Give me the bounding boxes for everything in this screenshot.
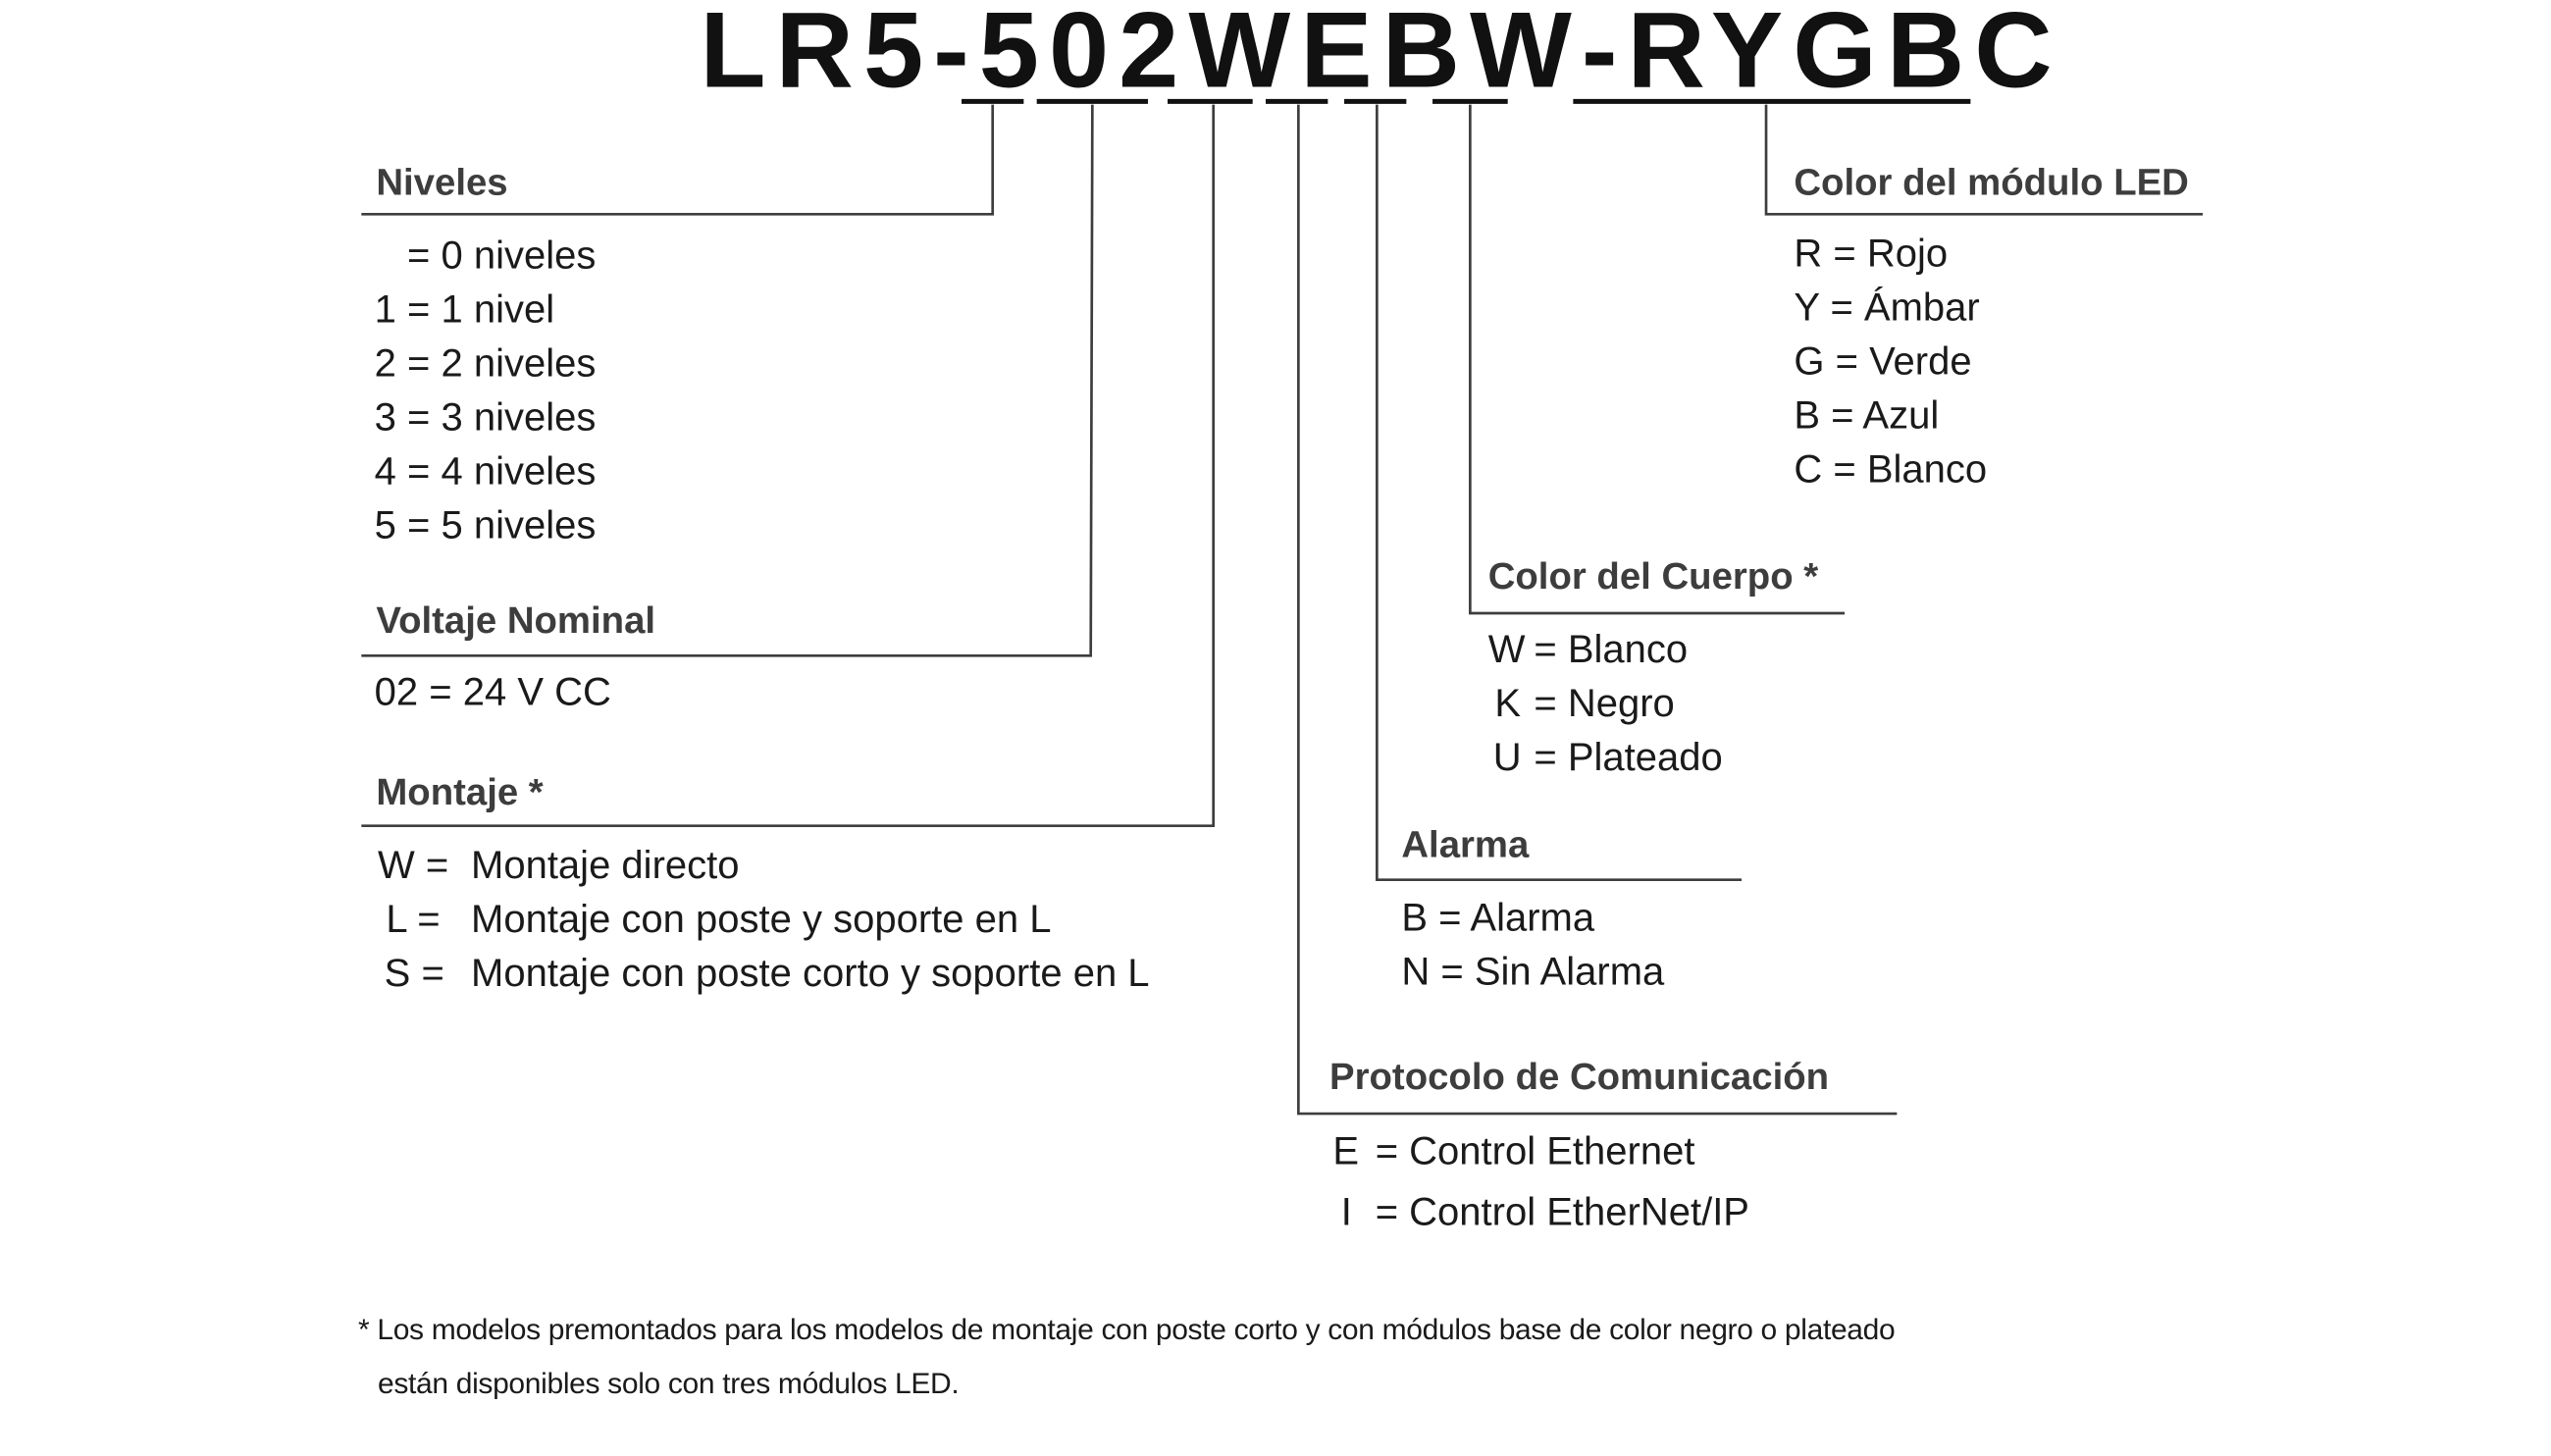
voltage-title: Voltaje Nominal: [376, 598, 656, 642]
mounting-code: L =: [386, 898, 441, 943]
voltage-item: 02 = 24 V CC: [374, 670, 611, 715]
levels-title: Niveles: [376, 160, 508, 203]
code-body-color: W: [1470, 0, 1582, 110]
body-color-desc: = Plateado: [1534, 736, 1723, 781]
footnote-line-1: * Los modelos premontados para los modelos de montaje con poste corto y con módulos base de color negro o plateado: [358, 1313, 1896, 1346]
levels-item: = 0 niveles: [407, 234, 597, 279]
footnote-line-2: están disponibles solo con tres módulos LED.: [378, 1367, 960, 1400]
body-color-desc: = Negro: [1534, 682, 1675, 727]
levels-item: 1 = 1 nivel: [374, 287, 555, 333]
levels-item: 2 = 2 niveles: [374, 341, 597, 387]
code-levels: 5: [978, 0, 1050, 110]
levels-item: 4 = 4 niveles: [374, 449, 597, 494]
mounting-desc: Montaje directo: [471, 844, 740, 889]
alarm-title: Alarma: [1401, 822, 1530, 865]
led-color-item: R = Rojo: [1794, 232, 1949, 277]
protocol-desc: = Control Ethernet: [1375, 1129, 1695, 1174]
led-color-title: Color del módulo LED: [1794, 160, 2189, 203]
protocol-code: E: [1332, 1129, 1360, 1174]
code-protocol: E: [1300, 0, 1382, 110]
protocol-desc: = Control EtherNet/IP: [1375, 1190, 1750, 1235]
protocol-title: Protocolo de Comunicación: [1329, 1055, 1830, 1098]
leader-body-color: [1470, 105, 1845, 613]
code-mounting: W: [1188, 0, 1301, 110]
protocol-code: I: [1340, 1190, 1352, 1235]
mounting-desc: Montaje con poste corto y soporte en L: [471, 952, 1150, 997]
led-color-item: G = Verde: [1794, 339, 1972, 385]
alarm-item: N = Sin Alarma: [1401, 950, 1665, 995]
body-color-code: K: [1494, 682, 1522, 727]
mounting-title: Montaje *: [376, 770, 544, 813]
mounting-code: S =: [384, 952, 444, 997]
alarm-item: B = Alarma: [1401, 896, 1595, 941]
code-voltage: 02: [1049, 0, 1189, 110]
levels-item: 5 = 5 niveles: [374, 503, 597, 548]
code-led-colors: RYGBC: [1627, 0, 2062, 110]
body-color-desc: = Blanco: [1534, 628, 1689, 673]
mounting-desc: Montaje con poste y soporte en L: [471, 898, 1052, 943]
code-dash: -: [1581, 0, 1628, 110]
led-color-item: Y = Ámbar: [1794, 286, 1980, 331]
levels-item: 3 = 3 niveles: [374, 395, 597, 441]
model-code: [700, 0, 2061, 111]
body-color-code: U: [1492, 736, 1522, 781]
led-color-item: B = Azul: [1794, 393, 1940, 439]
led-color-item: C = Blanco: [1794, 447, 1988, 493]
mounting-code: W =: [378, 844, 449, 889]
code-alarm: B: [1381, 0, 1471, 110]
code-prefix: LR5-: [700, 0, 979, 110]
body-color-code: W: [1487, 628, 1526, 673]
body-color-title: Color del Cuerpo *: [1487, 554, 1819, 598]
